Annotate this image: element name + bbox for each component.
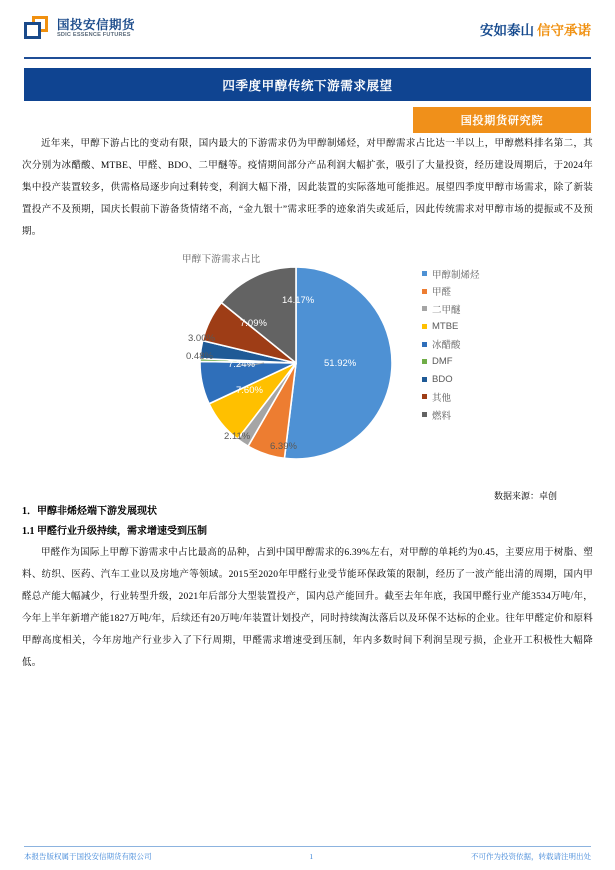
department-badge-label: 国投期货研究院 [460, 115, 544, 127]
slice-label-fuel: 14.17% [282, 295, 315, 306]
legend-swatch-icon [422, 324, 427, 329]
department-badge-row [24, 107, 591, 133]
footer-disclaimer: 不可作为投资依据，转载请注明出处 [471, 852, 591, 861]
report-content [0, 133, 615, 674]
slice-label-formaldehyde: 6.39% [270, 441, 297, 452]
legend-item [422, 265, 542, 283]
legend-label: 甲醛 [432, 287, 452, 299]
legend-label: BDO [432, 373, 453, 385]
legend-item [422, 371, 542, 389]
legend-label: DMF [432, 356, 453, 368]
legend-swatch-icon [422, 271, 427, 276]
footer-row [24, 851, 591, 862]
chart-legend [422, 265, 542, 423]
department-badge [413, 107, 591, 133]
section-heading-1-1: 1.1 甲醛行业升级持续，需求增速受到压制 [22, 526, 207, 537]
legend-item [422, 335, 542, 353]
header-divider [24, 57, 591, 59]
legend-item [422, 406, 542, 424]
chart-source: 数据来源：卓创 [493, 491, 557, 501]
company-logo [24, 16, 135, 42]
legend-swatch-icon [422, 394, 427, 399]
legend-item [422, 318, 542, 336]
legend-item [422, 388, 542, 406]
brand-text [57, 19, 135, 39]
footer-copyright: 本报告版权属于国投安信期货有限公司 [24, 852, 152, 861]
section-heading-1: 1．甲醇非烯烃端下游发展现状 [22, 506, 157, 517]
company-slogan [480, 19, 591, 39]
legend-label: 冰醋酸 [432, 340, 461, 352]
legend-label: 甲醇制烯烃 [432, 269, 480, 281]
legend-swatch-icon [422, 306, 427, 311]
pie-chart-figure [22, 251, 593, 483]
brand-name-en: SDIC ESSENCE FUTURES [57, 32, 131, 39]
footer-divider [24, 846, 591, 847]
brand-name-cn: 国投安信期货 [57, 17, 136, 32]
slogan-part-2: 信守承诺 [537, 23, 591, 38]
slice-label-mtbe: 7.60% [236, 385, 263, 396]
slice-label-mto: 51.92% [324, 358, 357, 369]
legend-swatch-icon [422, 289, 427, 294]
legend-swatch-icon [422, 359, 427, 364]
slice-label-dmf: 0.48% [186, 351, 213, 362]
slice-label-acetic: 7.24% [228, 359, 255, 370]
legend-item [422, 300, 542, 318]
logo-squares-icon [24, 16, 50, 42]
legend-item [422, 353, 542, 371]
logo-blue-square-icon [24, 22, 41, 39]
section-paragraph: 甲醛作为国际上甲醇下游需求中占比最高的品种，占到中国甲醇需求的6.39%左右，对甲醇的单耗约为0.45，主要应用于树脂、塑料、纺织、医药、汽车工业以及房地产等领域。2015至2020年甲醛行业受节能环保政策的限制，经历了一波产能出清的周期，国内甲醛总产能大幅减少，行业转型升级，2021年后部分大型装置投产，国内总产能回升。截至去年年底，我国甲醛行业产能3534万吨/年，今年上半年新增产能1827万吨/年，后续还有20万吨/年装置计划投产，同时持续淘汰落后以及环保不达标的企业。往年甲醛定价和原料甲醇高度相关，今年房地产行业步入了下行周期，甲醛需求增速受到压制，年内多数时间下利润呈现亏损，企业开工积极性大幅降低。 [22, 548, 593, 668]
slice-label-dme: 2.11% [224, 431, 251, 442]
legend-label: MTBE [432, 321, 459, 333]
page-footer [0, 846, 615, 862]
chart-title: 甲醇下游需求占比 [182, 254, 261, 265]
report-title-banner [24, 68, 591, 101]
page-title: 四季度甲醇传统下游需求展望 [222, 78, 393, 93]
page-header [0, 0, 615, 58]
intro-paragraph: 近年来，甲醇下游占比的变动有限，国内最大的下游需求仍为甲醇制烯烃，对甲醇需求占比达一半以上，甲醇燃料排名第二，其次分别为冰醋酸、MTBE、甲醛、BDO、二甲醚等。疫情期间部分产品利润大幅扩张，吸引了大量投资，经历建设周期后，于2024年集中投产装置较多，供需格局逐步向过剩转变，利润大幅下滑，因此装置的实际落地可能推迟。展望四季度甲醇市场需求，除了新装置投产不及预期，国庆长假前下游备货情绪不高，“金九银十”需求旺季的迹象消失或延后，因此传统需求对甲醇市场的提振或不及预期。 [22, 139, 593, 237]
slice-label-other: 7.09% [240, 318, 267, 329]
pie-chart [186, 263, 396, 463]
legend-label: 二甲醚 [432, 304, 461, 316]
footer-page-number: 1 [309, 852, 314, 861]
legend-swatch-icon [422, 412, 427, 417]
legend-swatch-icon [422, 377, 427, 382]
slogan-part-1: 安如泰山 [480, 23, 534, 38]
legend-swatch-icon [422, 342, 427, 347]
slice-label-bdo: 3.00% [188, 333, 215, 344]
legend-label: 其他 [432, 392, 452, 404]
legend-item [422, 283, 542, 301]
legend-label: 燃料 [432, 410, 452, 422]
